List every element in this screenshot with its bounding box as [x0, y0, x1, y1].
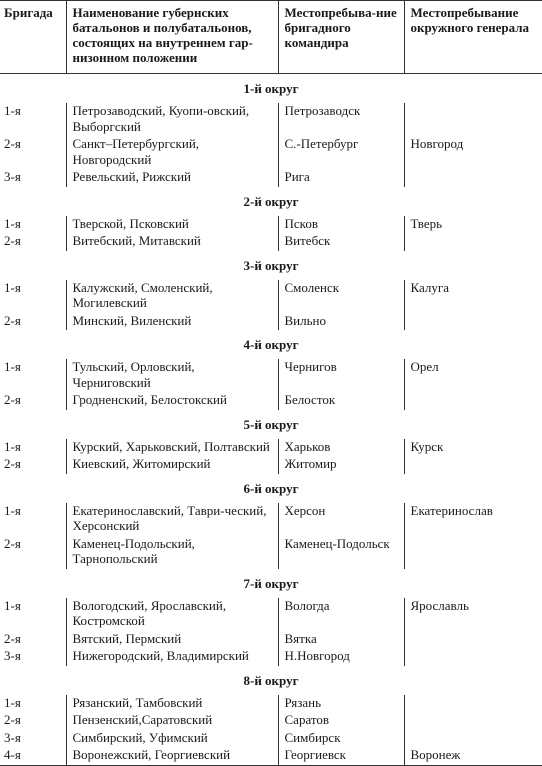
okrug-title: 3-й округ [243, 257, 299, 273]
okrug-heading-row [0, 330, 542, 359]
commander-cell: Псков [278, 216, 404, 234]
commander-cell: Харьков [278, 439, 404, 457]
brigade-cell: 2-я [4, 712, 21, 727]
okrug-heading-row [0, 666, 542, 695]
brigade-cell: 1-я [4, 215, 21, 231]
battalions-cell: Каменец-Подольский, Тарнопольский [66, 536, 278, 569]
commander-cell: С.-Петербург [278, 136, 404, 169]
commander-cell: Каменец-Подольск [278, 536, 404, 569]
commander-cell: Вятка [278, 631, 404, 649]
general-cell: Ярославль [404, 598, 542, 631]
general-cell [404, 392, 542, 410]
okrug-title: 7-й округ [243, 575, 299, 591]
okrug-heading-row [0, 569, 542, 598]
commander-cell: Рязань [278, 695, 404, 713]
commander-cell: Вологда [278, 598, 404, 631]
commander-cell: Симбирск [278, 730, 404, 748]
brigade-cell: 1-я [4, 359, 21, 374]
general-cell [404, 695, 542, 713]
commander-cell: Петрозаводск [278, 103, 404, 136]
brigade-cell: 1-я [4, 694, 21, 710]
general-cell: Воронеж [404, 747, 542, 765]
brigade-cell: 2-я [4, 233, 21, 248]
general-cell [404, 712, 542, 730]
general-cell: Курск [404, 439, 542, 457]
battalions-cell: Киевский, Житомирский [66, 456, 278, 474]
general-cell [404, 169, 542, 187]
brigade-cell: 3-я [4, 648, 21, 663]
general-cell [404, 103, 542, 136]
table-row [0, 169, 542, 187]
table-row [0, 631, 542, 649]
table-row [0, 648, 542, 666]
battalions-cell: Санкт–Петербургский, Новгородский [66, 136, 278, 169]
okrug-heading-row [0, 251, 542, 280]
okrug-heading-row [0, 74, 542, 104]
table-row [0, 747, 542, 765]
brigade-cell: 4-я [0, 747, 66, 765]
header-general: Местопребывание окружного генерала [404, 1, 542, 74]
commander-cell: Рига [278, 169, 404, 187]
battalions-cell: Гродненский, Белостокский [66, 392, 278, 410]
header-row [0, 1, 542, 74]
battalions-cell: Рязанский, Тамбовский [66, 695, 278, 713]
general-cell [404, 730, 542, 748]
battalions-cell: Витебский, Митавский [66, 233, 278, 251]
commander-cell: Саратов [278, 712, 404, 730]
general-cell: Калуга [404, 280, 542, 313]
general-cell [404, 631, 542, 649]
brigade-cell: 2-я [4, 392, 21, 407]
battalions-cell: Екатеринославский, Таври-ческий, Херсонский [66, 503, 278, 536]
commander-cell: Смоленск [278, 280, 404, 313]
brigade-cell: 1-я [4, 103, 21, 118]
table-row [0, 712, 542, 730]
brigade-cell: 1-я [4, 438, 21, 454]
table-row [0, 503, 542, 536]
battalions-cell: Вологодский, Ярославский, Костромской [66, 598, 278, 631]
brigade-cell: 1-я [4, 279, 21, 295]
okrug-title: 5-й округ [243, 416, 299, 432]
okrug-heading-row [0, 187, 542, 216]
okrug-heading-row [0, 410, 542, 439]
commander-cell: Чернигов [278, 359, 404, 392]
table-row [0, 536, 542, 569]
brigade-cell: 2-я [4, 136, 21, 151]
battalions-cell: Пензенский,Саратовский [66, 712, 278, 730]
general-cell [404, 233, 542, 251]
table-row [0, 598, 542, 631]
commander-cell: Белосток [278, 392, 404, 410]
table-row [0, 103, 542, 136]
commander-cell: Вильно [278, 313, 404, 331]
battalions-cell: Калужский, Смоленский, Могилевский [66, 280, 278, 313]
battalions-cell: Минский, Виленский [66, 313, 278, 331]
brigade-cell: 2-я [4, 630, 21, 646]
table-row [0, 280, 542, 313]
battalions-cell: Курский, Харьковский, Полтавский [66, 439, 278, 457]
table-row [0, 439, 542, 457]
brigade-cell: 3-я [4, 169, 21, 184]
commander-cell: Георгиевск [278, 747, 404, 765]
general-cell: Екатеринослав [404, 503, 542, 536]
battalions-cell: Нижегородский, Владимирский [66, 648, 278, 666]
okrug-heading-row [0, 474, 542, 503]
battalions-cell: Ревельский, Рижский [66, 169, 278, 187]
brigade-cell: 1-я [4, 597, 21, 613]
battalions-cell: Тверской, Псковский [66, 216, 278, 234]
commander-cell: Н.Новгород [278, 648, 404, 666]
general-cell: Орел [404, 359, 542, 392]
general-cell [404, 456, 542, 474]
okrug-title: 2-й округ [243, 193, 299, 209]
table-row [0, 313, 542, 331]
okrug-title: 6-й округ [243, 480, 299, 496]
battalions-cell: Тульский, Орловский, Черниговский [66, 359, 278, 392]
brigade-cell: 2-я [4, 456, 21, 471]
battalions-cell: Петрозаводский, Куопи-овский, Выборгский [66, 103, 278, 136]
commander-cell: Херсон [278, 503, 404, 536]
table-row [0, 216, 542, 234]
brigade-cell: 1-я [4, 502, 21, 518]
header-battalions: Наименование губернских батальонов и полубатальонов, состоящих на внутреннем гар-низонном положении [66, 1, 278, 74]
table-body [0, 74, 542, 766]
general-cell [404, 313, 542, 331]
battalions-cell: Симбирский, Уфимский [66, 730, 278, 748]
battalions-cell: Воронежский, Георгиевский [66, 747, 278, 765]
table-row [0, 233, 542, 251]
brigade-cell: 2-я [4, 312, 21, 328]
table-row [0, 456, 542, 474]
table-row [0, 359, 542, 392]
header-brigade: Бригада [0, 1, 66, 74]
battalions-cell: Вятский, Пермский [66, 631, 278, 649]
general-cell: Тверь [404, 216, 542, 234]
commander-cell: Житомир [278, 456, 404, 474]
general-cell [404, 648, 542, 666]
brigade-cell: 2-я [4, 535, 21, 551]
header-commander: Местопребыва-ние бригадного командира [278, 1, 404, 74]
okrug-title: 4-й округ [243, 337, 299, 352]
general-cell [404, 536, 542, 569]
okrug-title: 8-й округ [243, 672, 299, 688]
general-cell: Новгород [404, 136, 542, 169]
table-row [0, 695, 542, 713]
okrug-title: 1-й округ [243, 81, 299, 96]
table-row [0, 136, 542, 169]
table-row [0, 392, 542, 410]
commander-cell: Витебск [278, 233, 404, 251]
table-row [0, 730, 542, 748]
brigade-cell: 3-я [4, 729, 21, 745]
